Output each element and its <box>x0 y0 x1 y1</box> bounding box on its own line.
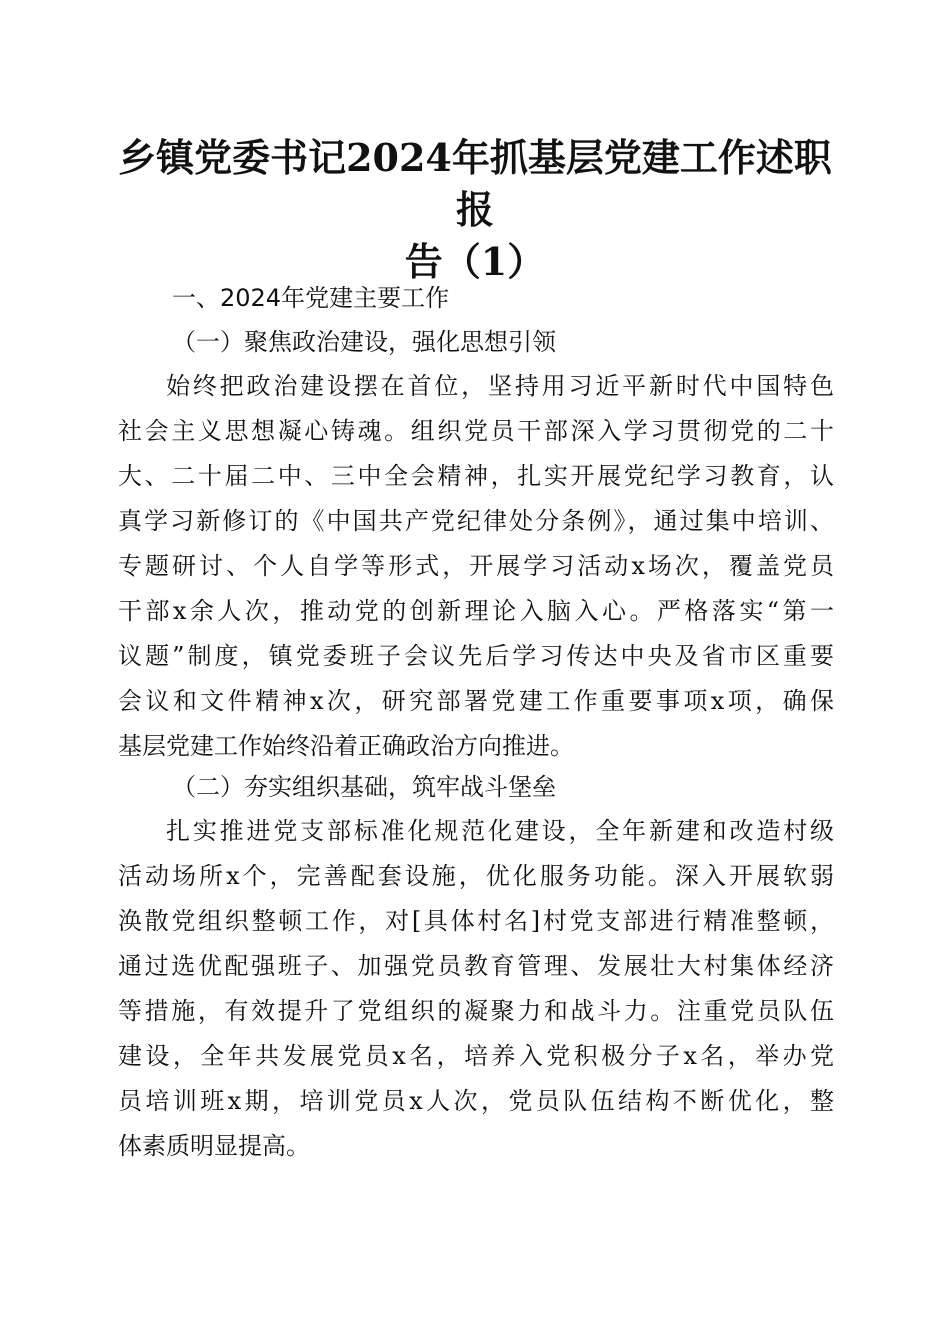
paragraph-1 <box>118 364 834 769</box>
paragraph-line: 大、二十届二中、三中全会精神，扎实开展党纪学习教育，认 <box>118 462 834 490</box>
paragraph-2 <box>118 809 834 1169</box>
paragraph-line: 涣散党组织整顿工作，对[具体村名]村党支部进行精准整顿， <box>118 907 834 935</box>
paragraph-line: 干部x余人次，推动党的创新理论入脑入心。严格落实“第一 <box>118 597 834 625</box>
title-line-1: 乡镇党委书记2024年抓基层党建工作述职报 <box>118 135 832 232</box>
paragraph-line: 等措施，有效提升了党组织的凝聚力和战斗力。注重党员队伍 <box>118 997 834 1025</box>
title-line-2: 告（1） <box>404 239 546 284</box>
paragraph-line: 体素质明显提高。 <box>118 1132 310 1160</box>
paragraph-line: 员培训班x期，培训党员x人次，党员队伍结构不断优化，整 <box>118 1087 834 1115</box>
paragraph-line: 真学习新修订的《中国共产党纪律处分条例》，通过集中培训、 <box>118 507 834 535</box>
subsection-heading-2: （二）夯实组织基础，筑牢战斗堡垒 <box>172 773 556 801</box>
paragraph-line: 社会主义思想凝心铸魂。组织党员干部深入学习贯彻党的二十 <box>118 417 834 445</box>
paragraph-line: 扎实推进党支部标准化规范化建设，全年新建和改造村级 <box>166 817 834 845</box>
paragraph-line: 专题研讨、个人自学等形式，开展学习活动x场次，覆盖党员 <box>118 552 834 580</box>
paragraph-line: 议题”制度，镇党委班子会议先后学习传达中央及省市区重要 <box>118 642 834 670</box>
subsection-heading-1: （一）聚焦政治建设，强化思想引领 <box>172 328 556 356</box>
section-heading-1: 一、2024年党建主要工作 <box>172 284 450 312</box>
paragraph-line: 始终把政治建设摆在首位，坚持用习近平新时代中国特色 <box>166 372 834 400</box>
paragraph-line: 基层党建工作始终沿着正确政治方向推进。 <box>118 732 574 760</box>
paragraph-line: 通过选优配强班子、加强党员教育管理、发展壮大村集体经济 <box>118 952 834 980</box>
paragraph-line: 建设，全年共发展党员x名，培养入党积极分子x名，举办党 <box>118 1042 834 1070</box>
document-title <box>100 132 850 288</box>
paragraph-line: 会议和文件精神x次，研究部署党建工作重要事项x项，确保 <box>118 687 834 715</box>
paragraph-line: 活动场所x个，完善配套设施，优化服务功能。深入开展软弱 <box>118 862 834 890</box>
